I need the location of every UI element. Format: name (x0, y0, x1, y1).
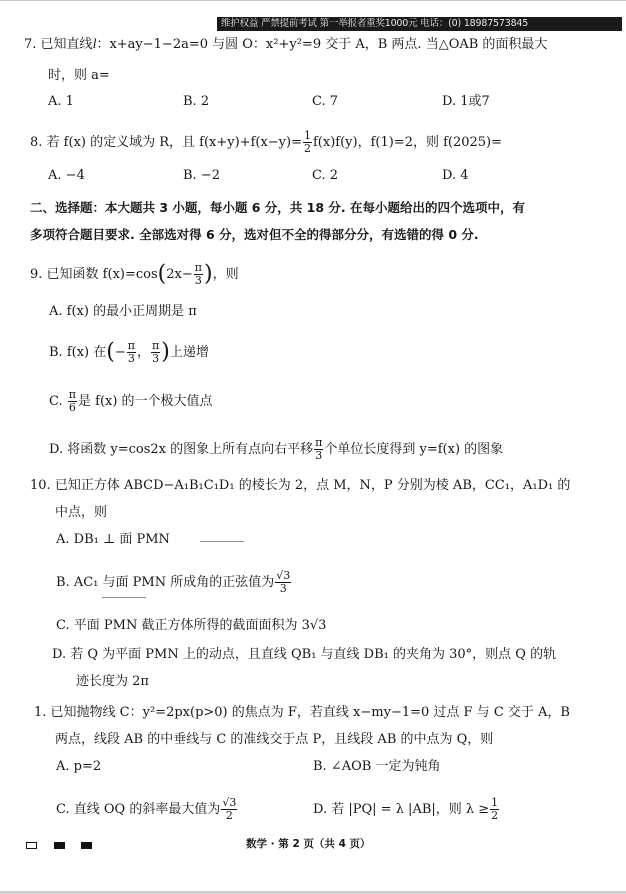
question-10-option-d-line1: D. 若 Q 为平面 PMN 上的动点，且直线 QB₁ 与直线 DB₁ 的夹角为 30°，则点 Q 的轨 (52, 647, 557, 662)
question-8-stem: 8. 若 f(x) 的定义域为 R，且 f(x+y)+f(x−y)= $\frac{1}{2}$ f(x)f(y)，f(1)=2，则 f(2025)= (30, 129, 503, 155)
question-11-option-a: A. p=2 (56, 759, 102, 774)
question-11-stem-line2: 两点，线段 AB 的中垂线与 C 的准线交于点 P，且线段 AB 的中点为 Q，则 (55, 732, 494, 747)
question-11-option-d: D. 若 |PQ| = λ |AB|，则 λ ≥ $\frac{1}{2}$ (313, 796, 499, 822)
question-8-option-c: C. 2 (312, 168, 339, 183)
question-10-option-b: B. AC₁ 与面 PMN 所成角的正弦值为 $\frac{√3}{3}$ (56, 569, 291, 595)
question-11-option-b: B. ∠AOB 一定为钝角 (313, 759, 441, 774)
question-10-stem-line2: 中点，则 (55, 505, 108, 520)
question-9-option-c: C. $\frac{\pi}{6}$ 是 f(x) 的一个极大值点 (49, 388, 213, 414)
question-9-stem: 9. 已知函数 f(x)=cos(2x− $\frac{\pi}{3}$ )，则 (30, 261, 239, 287)
top-border (0, 0, 626, 1)
question-8-option-d: D. 4 (442, 168, 469, 183)
question-number: 7. (24, 37, 37, 52)
question-10-option-c: C. 平面 PMN 截正方体所得的截面面积为 3√3 (56, 618, 327, 633)
question-10-option-d-line2: 迹长度为 2π (76, 674, 149, 689)
registration-mark-filled-icon (81, 842, 92, 849)
scan-smudge (200, 541, 244, 542)
question-8-option-b: B. −2 (183, 168, 220, 183)
question-7-option-b: B. 2 (183, 94, 210, 109)
question-7-option-d: D. 1或7 (442, 94, 490, 109)
question-10-option-a: A. DB₁ ⊥ 面 PMN (56, 532, 170, 547)
question-11-stem-line1: 1. 已知抛物线 C：y²=2px(p>0) 的焦点为 F，若直线 x−my−1=0 过点 F 与 C 交于 A，B (34, 705, 570, 720)
section-2-instructions-line2: 多项符合题目要求. 全部选对得 6 分，选对但不全的得部分分，有选错的得 0 分. (30, 227, 479, 242)
question-10-stem-line1: 10. 已知正方体 ABCD−A₁B₁C₁D₁ 的棱长为 2，点 M，N，P 分别为棱 AB，CC₁，A₁D₁ 的 (30, 478, 571, 493)
question-11-option-c: C. 直线 OQ 的斜率最大值为 $\frac{√3}{2}$ (56, 796, 237, 822)
fraction-half: $\frac{1}{2}$ (303, 129, 311, 155)
question-9-option-d: D. 将函数 y=cos2x 的图象上所有点向右平移 $\frac{\pi}{3}$ 个单位长度得到 y=f(x) 的图象 (49, 436, 504, 462)
registration-mark-hollow-icon (26, 842, 37, 849)
question-7-stem-line2: 时，则 a= (48, 68, 110, 83)
header-banner: 维护权益 严禁提前考试 第一举报者重奖1000元 电话：(0) 18987573845 (217, 17, 622, 31)
question-7-stem-line1: 7. 已知直线l：x+ay−1−2a=0 与圆 O：x²+y²=9 交于 A，B 两点. 当△OAB 的面积最大 (24, 37, 548, 52)
question-8-option-a: A. −4 (48, 168, 85, 183)
question-7-option-a: A. 1 (48, 94, 74, 109)
question-9-option-b: B. f(x) 在(− $\frac{\pi}{3}$ ， $\frac{\pi}{3}$ )上递增 (49, 339, 209, 365)
section-2-instructions-line1: 二、选择题：本大题共 3 小题，每小题 6 分，共 18 分. 在每小题给出的四个选项中，有 (30, 200, 526, 215)
scan-smudge (102, 597, 146, 598)
question-7-option-c: C. 7 (312, 94, 339, 109)
page-footer: 数学 · 第 2 页（共 4 页） (246, 838, 371, 850)
question-9-option-a: A. f(x) 的最小正周期是 π (49, 304, 197, 319)
registration-mark-filled-icon (54, 842, 65, 849)
